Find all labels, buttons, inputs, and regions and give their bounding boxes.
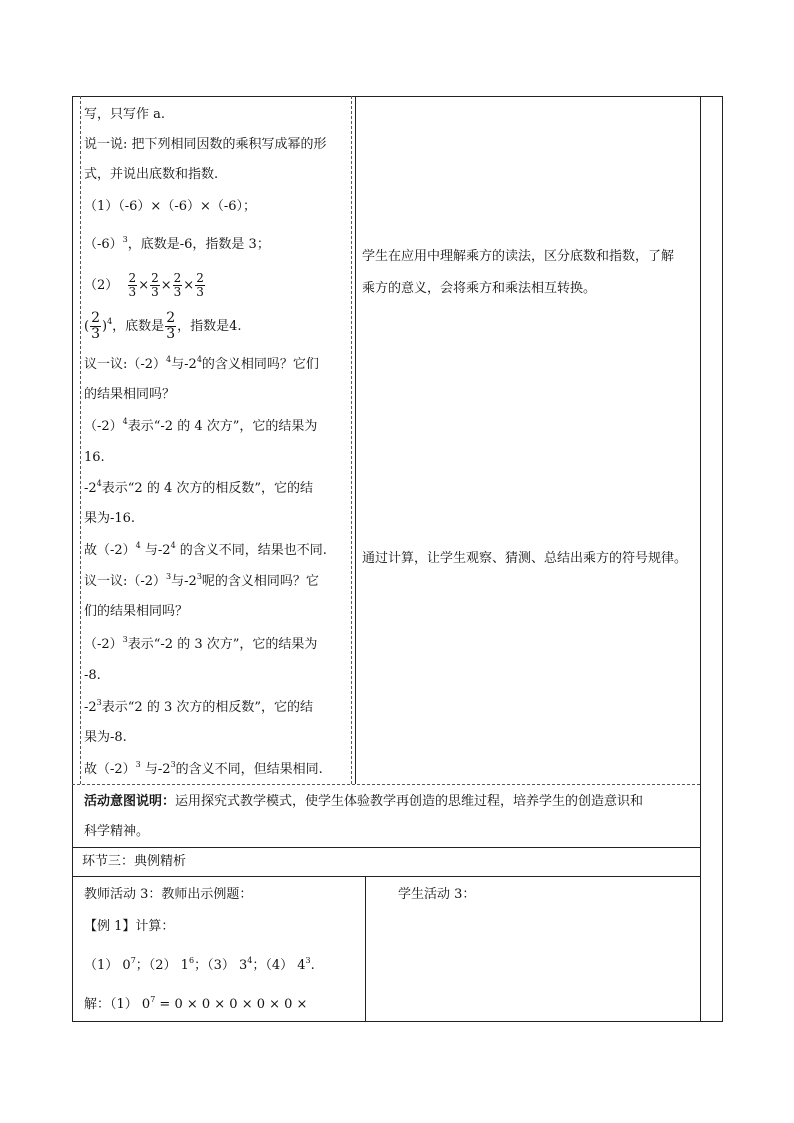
divider-after-section3: [72, 876, 700, 877]
text-line: 议一议$:(-2)^4$与$-2^4$的含义相同吗？它们: [84, 355, 319, 372]
fraction: $\frac{2}{3}$: [173, 271, 182, 299]
fraction: $\frac{2}{3}$: [91, 310, 100, 342]
fraction-power: ( $\frac{2}{3}$ )$^4$，底数是 $\frac{2}{3}$ ，指数是4.: [84, 310, 242, 342]
dashed-guide-left: [80, 96, 81, 784]
solution-line: 解：（1） $0^7 = 0 \times 0 \times 0 \times 0 \times 0$ ×: [84, 995, 308, 1012]
table-border-top: [72, 96, 723, 97]
fraction: $\frac{2}{3}$: [128, 271, 137, 299]
student-activity-title: 学生活动 3：: [398, 887, 476, 902]
text-line: 议一议$:(-2)^3$与$-2^3$呢的含义相同吗？它: [84, 572, 319, 589]
fraction: $\frac{2}{3}$: [166, 310, 176, 342]
text-line: $-2^4$表示“2 的 4 次方的相反数”，它的结: [84, 479, 313, 496]
text-line: 故$(-2)^3$ 与$-2^3$的含义不同，但结果相同.: [84, 760, 323, 777]
table-border-right-inner: [700, 96, 701, 1022]
text-line: $(-2)^4$表示“-2 的 4 次方”，它的结果为: [84, 417, 318, 434]
example-label: 【例 1】计算：: [84, 919, 175, 934]
text-line: 果为-8.: [84, 730, 127, 745]
fraction: $\frac{2}{3}$: [196, 271, 204, 299]
fraction: $\frac{2}{3}$: [151, 271, 159, 299]
section-title: 环节三：典例精析: [82, 854, 187, 869]
exponent: 3: [122, 235, 128, 244]
activity-intent-label: 活动意图说明：: [84, 794, 176, 809]
column-divider-upper: [355, 96, 356, 784]
text-line: 果为-16.: [84, 511, 136, 526]
example-items: （1） $0^7$；（2） $1^6$；（3） $3^4$；（4） $4^3$.: [84, 956, 315, 973]
teacher-activity-title: 教师活动 3：教师出示例题：: [84, 887, 253, 902]
fraction-product: （2） $\frac{2}{3}$ × $\frac{2}{3}$ × $\frac{2}{3}$ × $\frac{2}{3}$: [84, 271, 204, 299]
design-intent-text: 学生在应用中理解乘方的读法，区分底数和指数，了解: [362, 249, 675, 264]
table-border-bottom: [72, 1021, 723, 1022]
activity-intent: 科学精神。: [84, 824, 150, 839]
text-line: 的结果相同吗？: [84, 387, 176, 402]
text-line: 16.: [84, 450, 105, 465]
text-line: （1）（-6）×（-6）×（-6）；: [84, 199, 257, 214]
exponent: 4: [107, 317, 113, 326]
text-line: 写，只写作 a.: [84, 107, 166, 122]
dashed-guide-middle: [351, 96, 352, 784]
column-divider-lower: [365, 876, 366, 1022]
text-line: $(-2)^3$表示“-2 的 3 次方”，它的结果为: [84, 635, 318, 652]
text-line: $(-6)^3$，底数是-6，指数是 3；: [84, 235, 270, 252]
text-line: 式，并说出底数和指数.: [84, 167, 219, 182]
divider-after-upper: [72, 784, 700, 785]
divider-after-intent: [72, 847, 700, 848]
text-line: $-2^3$表示“2 的 3 次方的相反数”，它的结: [84, 698, 313, 715]
text-line: 故$(-2)^4$ 与$-2^4$ 的含义不同，结果也不同.: [84, 541, 327, 558]
design-intent-text: 通过计算，让学生观察、猜测、总结出乘方的符号规律。: [362, 551, 688, 566]
text-line: 们的结果相同吗？: [84, 604, 189, 619]
activity-intent: 活动意图说明：运用探究式教学模式，使学生体验教学再创造的思维过程，培养学生的创造意识和: [84, 794, 644, 809]
text-line: -8.: [84, 668, 101, 683]
design-intent-text: 乘方的意义，会将乘方和乘法相互转换。: [362, 281, 597, 296]
text-line: 说一说: 把下列相同因数的乘积写成幂的形: [84, 137, 327, 152]
table-border-right: [722, 96, 723, 1022]
table-border-left: [72, 96, 73, 1022]
